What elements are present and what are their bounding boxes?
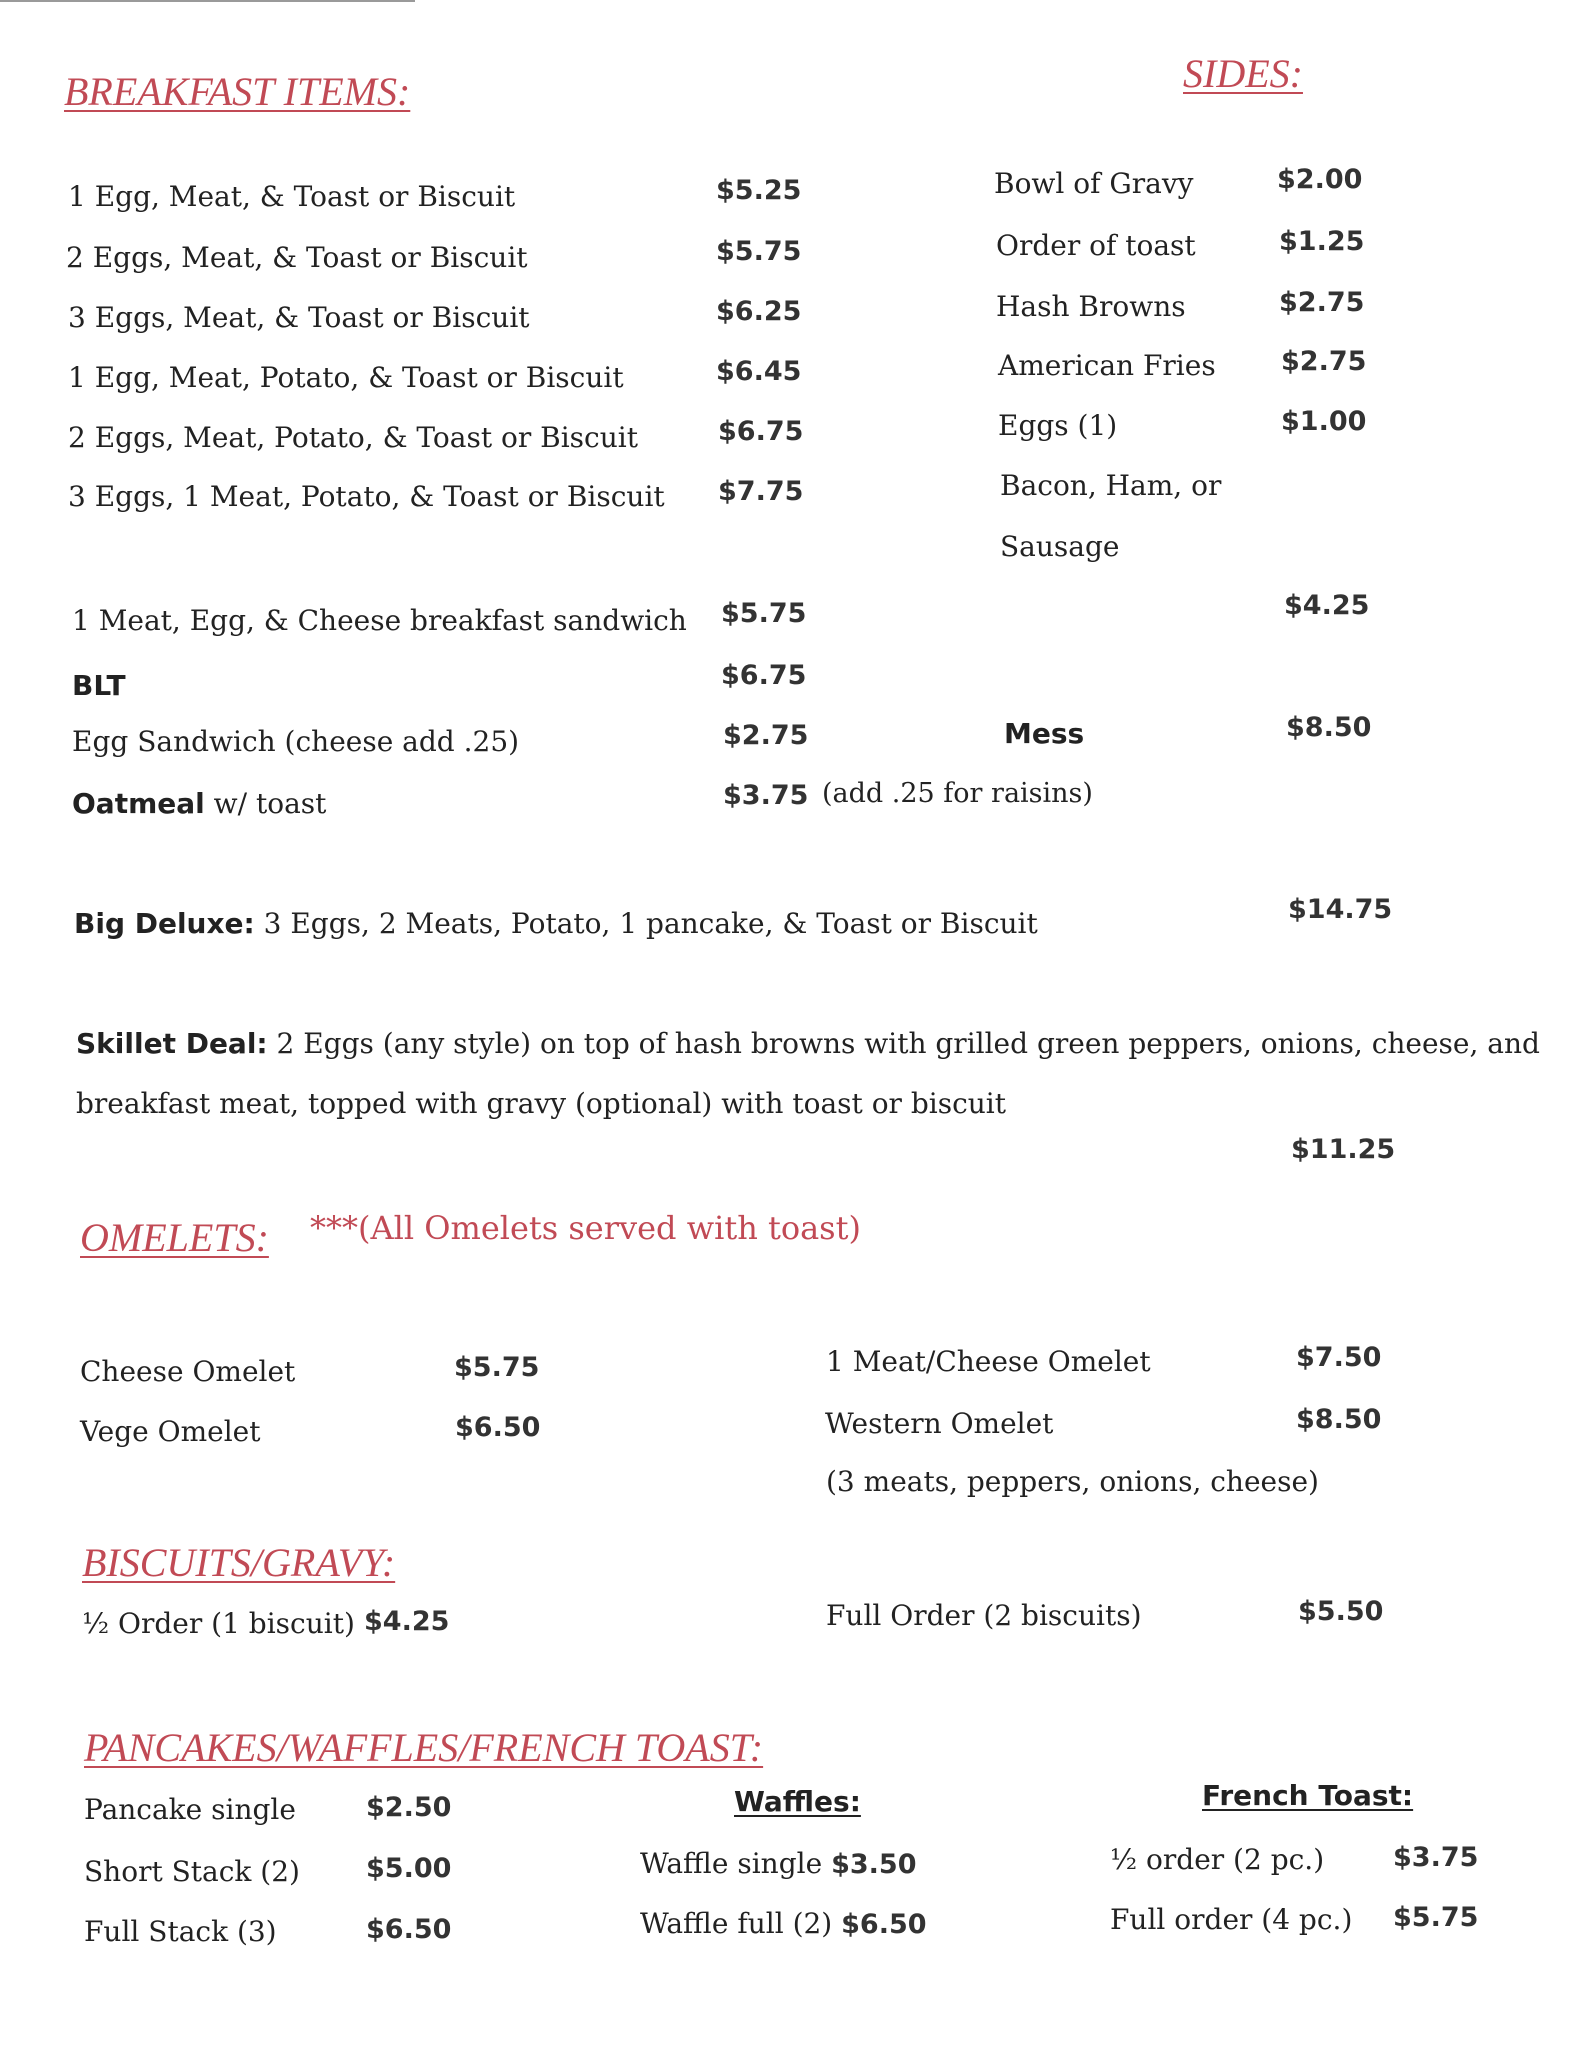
- mess-name: Mess: [1004, 717, 1085, 750]
- side-item-name: Eggs (1): [998, 409, 1118, 442]
- omelets-note: ***(All Omelets served with toast): [310, 1209, 861, 1247]
- biscuits-full-name: Full Order (2 biscuits): [826, 1599, 1142, 1632]
- omelets-header: OMELETS:: [80, 1215, 269, 1260]
- biscuits-half-name: ½ Order (1 biscuit): [82, 1607, 355, 1640]
- oatmeal-line: [72, 787, 327, 820]
- pancake-item-price: $6.50: [366, 1914, 452, 1945]
- waffle-item-line: [640, 1847, 917, 1880]
- side-meat-price: $4.25: [1284, 590, 1370, 621]
- breakfast-item-price: $2.75: [723, 720, 809, 751]
- waffle-item-name: Waffle full (2): [640, 1907, 833, 1940]
- omelet-item-name: Vege Omelet: [80, 1415, 261, 1448]
- skillet-label: Skillet Deal:: [76, 1027, 268, 1060]
- french-toast-title: French Toast:: [1202, 1779, 1414, 1812]
- oatmeal-note: (add .25 for raisins): [822, 778, 1093, 809]
- waffle-item-name: Waffle single: [640, 1847, 823, 1880]
- french-item-name: ½ order (2 pc.): [1110, 1843, 1325, 1876]
- breakfast-item-name: 1 Egg, Meat, Potato, & Toast or Biscuit: [68, 361, 624, 394]
- omelet-item-price: $5.75: [454, 1352, 540, 1383]
- french-item-price: $5.75: [1393, 1902, 1479, 1933]
- pancake-item-price: $5.00: [366, 1853, 452, 1884]
- waffle-item-price: $6.50: [841, 1909, 927, 1940]
- skillet-desc-2: breakfast meat, topped with gravy (optional) with toast or biscuit: [76, 1087, 1007, 1120]
- breakfast-item-name: 1 Meat, Egg, & Cheese breakfast sandwich: [72, 604, 687, 637]
- side-item-price: $2.75: [1281, 346, 1367, 377]
- waffles-title: Waffles:: [734, 1785, 861, 1818]
- breakfast-item-price: $5.75: [716, 236, 802, 267]
- pancakes-header: PANCAKES/WAFFLES/FRENCH TOAST:: [84, 1725, 764, 1770]
- breakfast-item-price: $6.75: [718, 416, 804, 447]
- pancake-item-price: $2.50: [366, 1792, 452, 1823]
- side-item-price: $2.75: [1279, 287, 1365, 318]
- breakfast-item-name: 3 Eggs, 1 Meat, Potato, & Toast or Biscuit: [68, 480, 665, 513]
- big-deluxe-line: [74, 907, 1038, 940]
- pancake-item-name: Short Stack (2): [84, 1855, 300, 1888]
- western-omelet-note: (3 meats, peppers, onions, cheese): [826, 1465, 1319, 1498]
- big-deluxe-label: Big Deluxe:: [74, 907, 255, 940]
- skillet-desc-1: 2 Eggs (any style) on top of hash browns with grilled green peppers, onions, cheese, and: [276, 1027, 1540, 1060]
- pancake-item-name: Full Stack (3): [84, 1915, 277, 1948]
- side-item-price: $1.00: [1281, 406, 1367, 437]
- breakfast-item-name: 1 Egg, Meat, & Toast or Biscuit: [68, 180, 516, 213]
- oatmeal-name: Oatmeal: [72, 787, 205, 820]
- skillet-price: $11.25: [1291, 1134, 1396, 1165]
- waffle-item-price: $3.50: [831, 1849, 917, 1880]
- breakfast-header: BREAKFAST ITEMS:: [64, 69, 411, 114]
- omelet-item-name: Cheese Omelet: [80, 1355, 296, 1388]
- french-item-price: $3.75: [1393, 1842, 1479, 1873]
- waffle-item-line: [640, 1907, 927, 1940]
- biscuits-header: BISCUITS/GRAVY:: [82, 1540, 396, 1585]
- side-item-price: $2.00: [1277, 164, 1363, 195]
- breakfast-item-price: $7.75: [718, 476, 804, 507]
- french-item-name: Full order (4 pc.): [1110, 1903, 1353, 1936]
- oatmeal-suffix: w/ toast: [213, 787, 327, 820]
- breakfast-item-price: $5.25: [716, 175, 802, 206]
- big-deluxe-desc: 3 Eggs, 2 Meats, Potato, 1 pancake, & Toast or Biscuit: [263, 907, 1038, 940]
- oatmeal-price: $3.75: [723, 780, 809, 811]
- omelet-item-name: 1 Meat/Cheese Omelet: [826, 1345, 1151, 1378]
- breakfast-item-name: 2 Eggs, Meat, & Toast or Biscuit: [66, 241, 528, 274]
- breakfast-item-name: 3 Eggs, Meat, & Toast or Biscuit: [68, 301, 530, 334]
- breakfast-item-price: $5.75: [721, 598, 807, 629]
- sides-header: SIDES:: [1183, 51, 1303, 96]
- pancake-item-name: Pancake single: [84, 1793, 296, 1826]
- side-item-name: Order of toast: [996, 229, 1196, 262]
- breakfast-item-price: $6.75: [721, 660, 807, 691]
- breakfast-item-name: Egg Sandwich (cheese add .25): [72, 725, 520, 758]
- side-item-name: American Fries: [998, 349, 1216, 382]
- breakfast-item-name: 2 Eggs, Meat, Potato, & Toast or Biscuit: [68, 421, 638, 454]
- omelet-item-price: $8.50: [1296, 1404, 1382, 1435]
- omelet-item-name: Western Omelet: [825, 1407, 1054, 1440]
- side-item-price: $1.25: [1279, 226, 1365, 257]
- omelet-item-price: $6.50: [455, 1412, 541, 1443]
- side-item-name: Hash Browns: [996, 290, 1186, 323]
- skillet-line-1: [76, 1027, 1540, 1060]
- breakfast-item-price: $6.45: [716, 356, 802, 387]
- side-meat-line-2: Sausage: [1000, 530, 1120, 563]
- mess-price: $8.50: [1286, 712, 1372, 743]
- big-deluxe-price: $14.75: [1288, 894, 1393, 925]
- omelet-item-price: $7.50: [1296, 1342, 1382, 1373]
- side-item-name: Bowl of Gravy: [994, 167, 1194, 200]
- breakfast-item-price: $6.25: [716, 296, 802, 327]
- breakfast-item-name: BLT: [72, 669, 126, 702]
- biscuits-full-price: $5.50: [1298, 1596, 1384, 1627]
- biscuits-half-price: $4.25: [364, 1606, 450, 1637]
- side-meat-line-1: Bacon, Ham, or: [1000, 469, 1222, 502]
- scan-edge-line: [0, 0, 415, 2]
